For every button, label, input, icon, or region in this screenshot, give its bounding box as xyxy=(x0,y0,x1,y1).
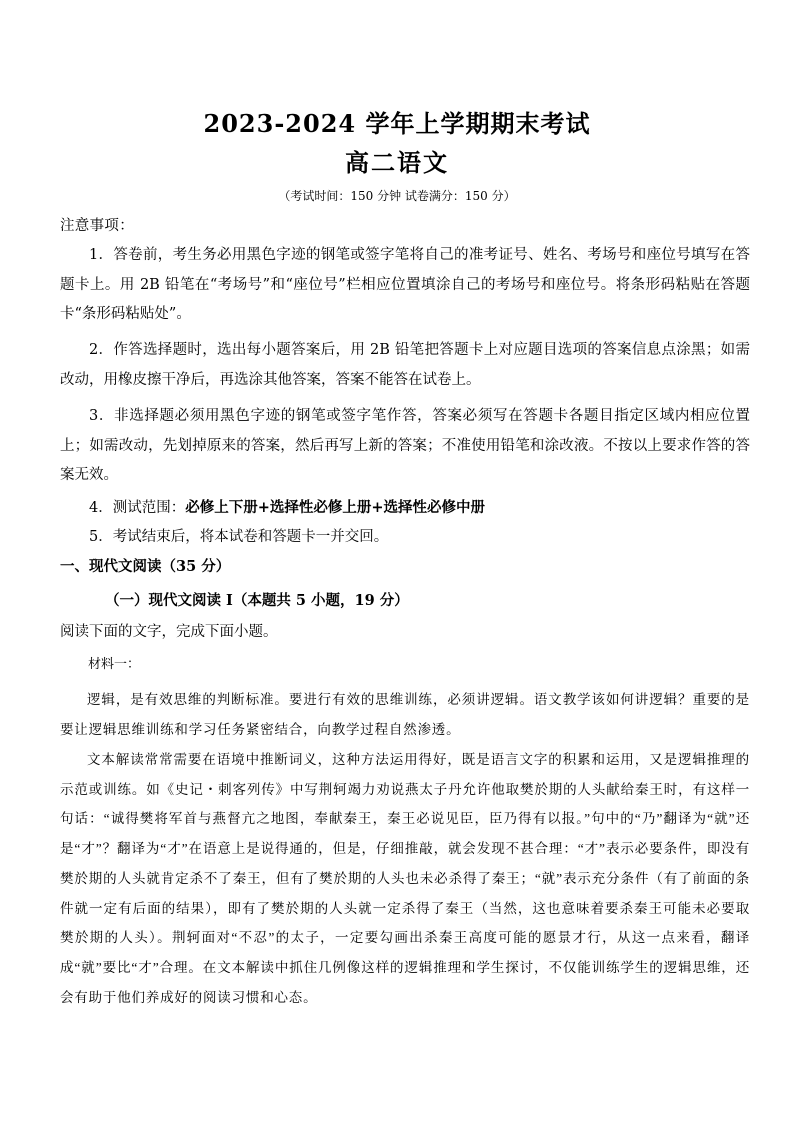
reading-instruction: 阅读下面的文字，完成下面小题。 xyxy=(60,624,278,640)
exam-subject: 高二语文 xyxy=(345,148,449,177)
notice-item-4 xyxy=(60,493,750,524)
notice-item-1: 1．答卷前，考生务必用黑色字迹的钢笔或签字笔将自己的准考证号、姓名、考场号和座位号填写在答题卡上。用 2B 铅笔在“考场号”和“座位号”栏相应位置填涂自己的考场号和座位号。将条形码粘贴在答题卡“条形码粘贴处”。 xyxy=(60,247,750,322)
material-paragraph-1: 逻辑，是有效思维的判断标准。要进行有效的思维训练，必须讲逻辑。语文教学该如何讲逻辑？重要的是要让逻辑思维训练和学习任务紧密结合，向教学过程自然渗透。 xyxy=(60,692,750,737)
notice-item-4-prefix: 4．测试范围： xyxy=(89,500,186,516)
notice-heading: 注意事项： xyxy=(60,218,134,234)
notice-item-4-range: 必修上下册+选择性必修上册+选择性必修中册 xyxy=(185,499,486,516)
section-heading: 一、现代文阅读（35 分） xyxy=(60,558,231,575)
notice-item-2: 2．作答选择题时，选出每小题答案后，用 2B 铅笔把答题卡上对应题目选项的答案信息点涂黑；如需改动，用橡皮擦干净后，再选涂其他答案，答案不能答在试卷上。 xyxy=(60,342,750,388)
material-label: 材料一： xyxy=(88,657,141,672)
subsection-heading: （一）现代文阅读 I（本题共 5 小题，19 分） xyxy=(105,592,409,609)
notice-item-3: 3．非选择题必须用黑色字迹的钢笔或签字笔作答，答案必须写在答题卡各题目指定区域内相应位置上；如需改动，先划掉原来的答案，然后再写上新的答案；不准使用铅笔和涂改液。不按以上要求作答的答案无效。 xyxy=(60,408,750,483)
exam-title: 2023-2024 学年上学期期末考试 xyxy=(203,109,591,138)
material-paragraph-2: 文本解读常常需要在语境中推断词义，这种方法运用得好，既是语言文字的积累和运用，又是逻辑推理的示范或训练。如《史记・刺客列传》中写荆轲竭力劝说燕太子丹允许他取樊於期的人头献给秦王时，有这样一句话：“诚得樊将军首与燕督亢之地图，奉献秦王，秦王必说见臣，臣乃得有以报。”句中的“乃”翻译为“就”还是“才”？翻译为“才”在语意上是说得通的，但是，仔细推敲，就会发现不甚合理：“才”表示必要条件，即没有樊於期的人头就肯定杀不了秦王，但有了樊於期的人头也未必杀得了秦王；“就”表示充分条件（有了前面的条件就一定有后面的结果），即有了樊於期的人头就一定杀得了秦王（当然，这也意味着要杀秦王可能未必要取樊於期的人头）。荆轲面对“不忍”的太子，一定要勾画出杀秦王高度可能的愿景才行，从这一点来看，翻译成“就”要比“才”合理。在文本解读中抓住几例像这样的逻辑推理和学生探讨，不仅能训练学生的逻辑思维，还会有助于他们养成好的阅读习惯和心态。 xyxy=(60,752,750,1005)
notice-item-5: 5．考试结束后，将本试卷和答题卡一并交回。 xyxy=(89,529,389,545)
exam-info: （考试时间：150 分钟 试卷满分：150 分） xyxy=(278,189,516,203)
